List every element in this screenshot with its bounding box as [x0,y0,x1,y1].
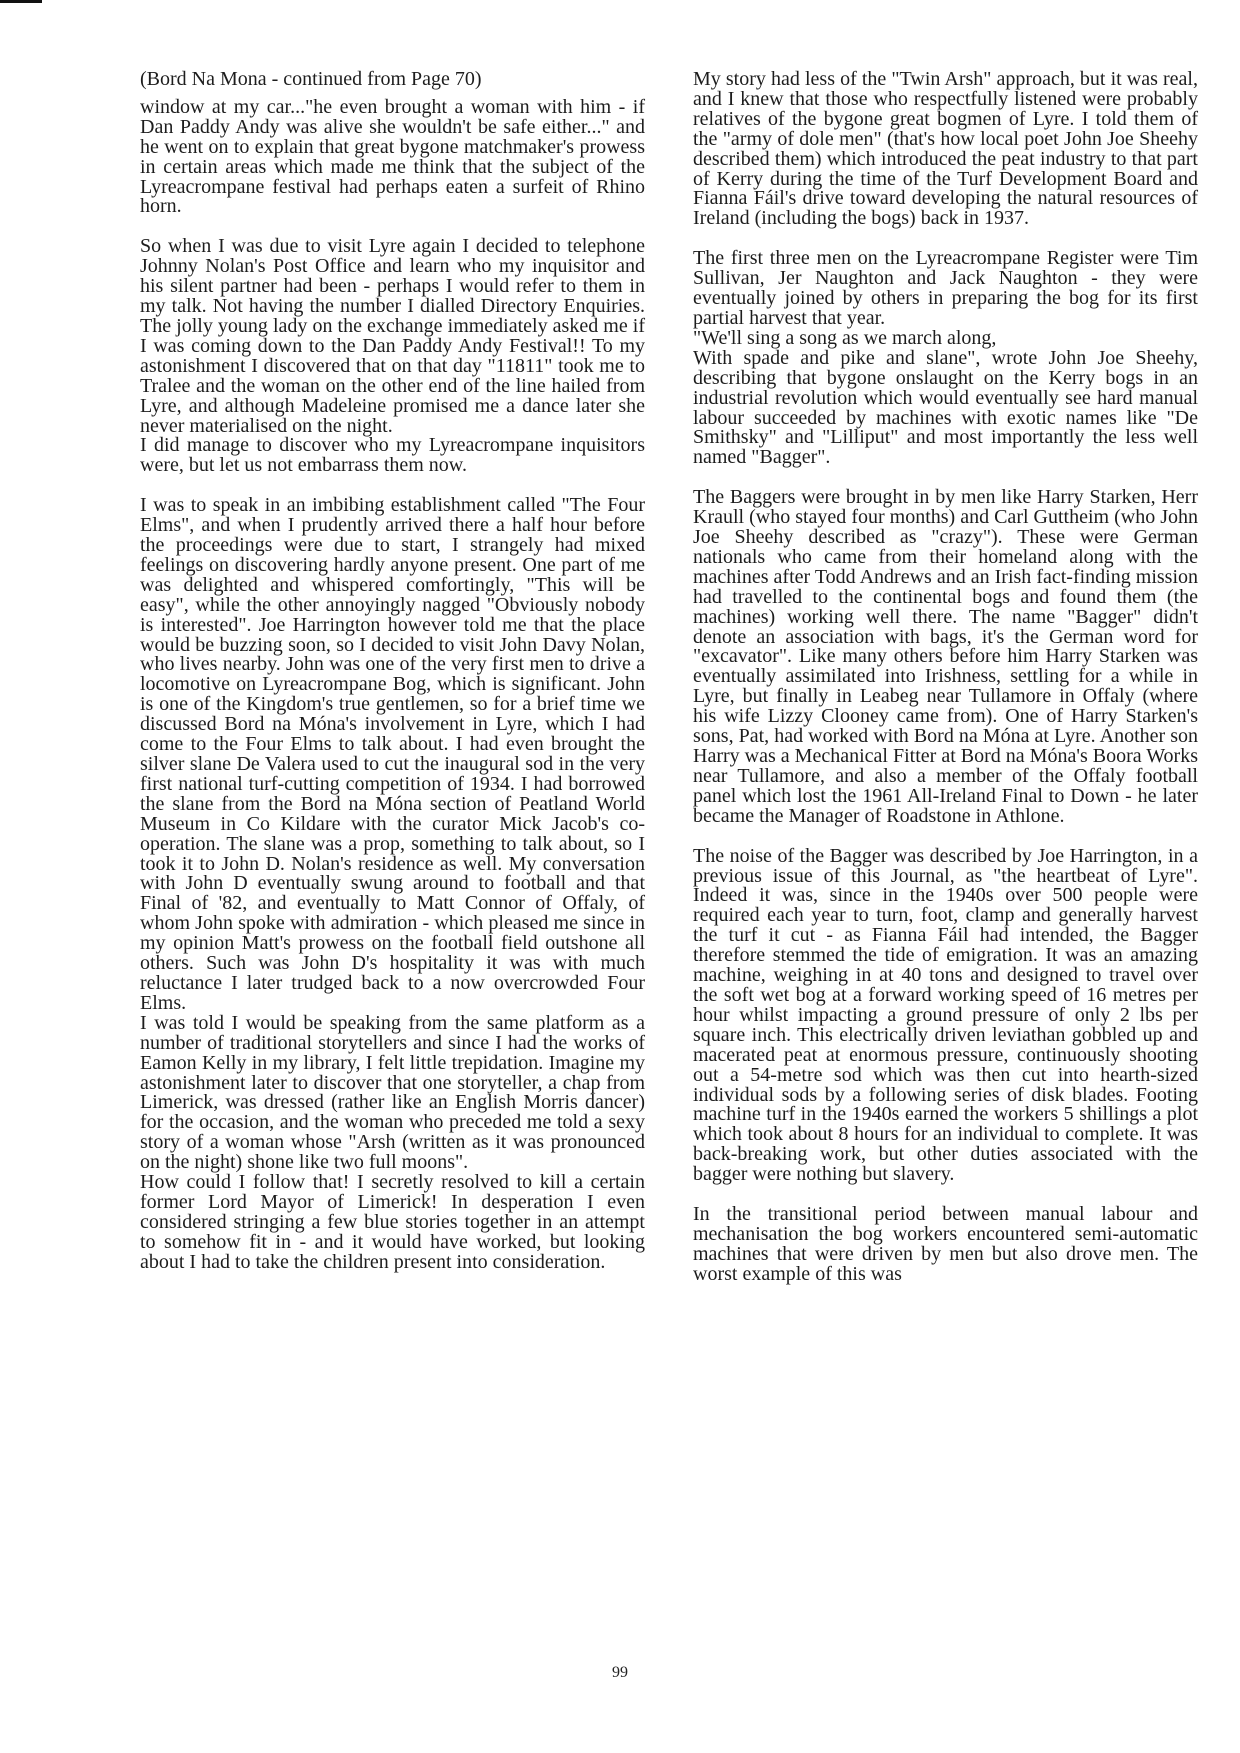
paragraph: The first three men on the Lyreacrompane Register were Tim Sullivan, Jer Naughton and Jack Naughton - they were eventually joined by others in preparing the bog for its first partial harvest that year. "We'll sing a song as we march along, With spade and pike and slane", wrote John Joe Sheehy, describing that bygone onslaught on the Kerry bogs in an industrial revolution which would eventually see hard manual labour succeeded by machines with exotic names like "De Smithsky" and "Lilliput" and most importantly the less well named "Bagger". [693,247,1198,469]
scan-corner-mark [0,0,42,3]
paragraph: My story had less of the "Twin Arsh" approach, but it was real, and I knew that those who respectfully listened were probably relatives of the bygone great bogmen of Lyre. I told them of the "army of dole men" (that's how local poet John Joe Sheehy described them) which introduced the peat industry to that part of Kerry during the time of the Turf Development Board and Fianna Fáil's drive toward developing the natural resources of Ireland (including the bogs) back in 1937. [693,68,1198,230]
left-column [140,70,645,1273]
article-page [140,68,1198,1660]
page-number: 99 [612,1664,628,1681]
paragraph: window at my car..."he even brought a woman with him - if Dan Paddy Andy was alive she wouldn't be safe either..." and he went on to explain that great bygone matchmaker's prowess in certain areas which made me think that the subject of the Lyreacrompane festival had perhaps eaten a surfeit of Rhino horn. [140,95,645,218]
paragraph: I was to speak in an imbibing establishment called "The Four Elms", and when I prudently arrived there a half hour before the proceedings were due to start, I strangely had mixed feelings on discovering hardly anyone present. One part of me was delighted and whispered comfortingly, "This will be easy", while the other annoyingly nagged "Obviously nobody is interested". Joe Harrington however told me that the place would be buzzing soon, so I decided to visit John Davy Nolan, who lives nearby. John was one of the very first men to drive a locomotive on Lyreacrompane Bog, which is significant. John is one of the Kingdom's true gentlemen, so for a brief time we discussed Bord na Móna's involvement in Lyre, which I had come to the Four Elms to talk about. I had even brought the silver slane De Valera used to cut the inaugural sod in the very first national turf-cutting competition of 1934. I had borrowed the slane from the Bord na Móna section of Peatland World Museum in Co Kildare with the curator Mick Jacob's co-operation. The slane was a prop, something to talk about, so I took it to John D. Nolan's residence as well. My conversation with John D eventually swung around to football and that Final of '82, and eventually to Matt Connor of Offaly, of whom John spoke with admiration - which pleased me since in my opinion Matt's prowess on the football field outshone all others. Such was John D's hospitality it was with much reluctance I later trudged back to a now overcrowded Four Elms. I was told I would be speaking from the same platform as a number of traditional storytellers and since I had the works of Eamon Kelly in my library, I felt little trepidation. Imagine my astonishment later to discover that one storyteller, a chap from Limerick, was dressed (rather like an English Morris dancer) for the occasion, and the woman who preceded me told a sexy story of a woman whose "Arsh (written as it was pronounced on the night) shone like two full moons". How could I follow that! I secretly resolved to kill a certain former Lord Mayor of Limerick! In desperation I even considered stringing a few blue stories together in an attempt to somehow fit in - and it would have worked, but looking about I had to take the children present into consideration. [140,494,645,1273]
paragraph: The Baggers were brought in by men like Harry Starken, Herr Kraull (who stayed four months) and Carl Guttheim (who John Joe Sheehy described as "crazy"). These were German nationals who came from their homeland along with the machines after Todd Andrews and an Irish fact-finding mission had travelled to the continental bogs and found them (the machines) working well there. The name "Bagger" didn't denote an association with bags, it's the German word for "excavator". Like many others before him Harry Starken was eventually assimilated into Irishness, settling for a while in Lyre, but finally in Leabeg near Tullamore in Offaly (where his wife Lizzy Clooney came from). One of Harry Starken's sons, Pat, had worked with Bord na Móna at Lyre. Another son Harry was a Mechanical Fitter at Bord na Móna's Boora Works near Tullamore, and also a member of the Offaly football panel which lost the 1961 All-Ireland Final to Down - he later became the Manager of Roadstone in Athlone. [693,486,1198,827]
paragraph: In the transitional period between manual labour and mechanisation the bog workers encountered semi-automatic machines that were driven by men but also drove men. The worst example of this was [693,1203,1198,1285]
paragraph: So when I was due to visit Lyre again I decided to telephone Johnny Nolan's Post Office and learn who my inquisitor and his silent partner had been - perhaps I would refer to them in my talk. Not having the number I dialled Directory Enquiries. The jolly young lady on the exchange immediately asked me if I was coming down to the Dan Paddy Andy Festival!! To my astonishment I discovered that on that day "11811" took me to Tralee and the woman on the other end of the line hailed from Lyre, and although Madeleine promised me a dance later she never materialised on the night. I did manage to discover who my Lyreacrompane inquisitors were, but let us not embarrass them now. [140,235,645,477]
right-column [693,70,1198,1285]
continued-note: (Bord Na Mona - continued from Page 70) [140,68,482,90]
paragraph: The noise of the Bagger was described by Joe Harrington, in a previous issue of this Journal, as "the heartbeat of Lyre". Indeed it was, since in the 1940s over 500 people were required each year to turn, foot, clamp and generally harvest the turf it cut - as Fianna Fáil had intended, the Bagger therefore stemmed the tide of emigration. It was an amazing machine, weighing in at 40 tons and designed to travel over the soft wet bog at a forward working speed of 16 metres per hour whilst impacting a ground pressure of only 2 lbs per square inch. This electrically driven leviathan gobbled up and macerated peat at enormous pressure, continuously shooting out a 54-metre sod which was then cut into hearth-sized individual sods by a following series of disk blades. Footing machine turf in the 1940s earned the workers 5 shillings a plot which took about 8 hours for an individual to complete. It was back-breaking work, but other duties associated with the bagger were nothing but slavery. [693,844,1198,1186]
